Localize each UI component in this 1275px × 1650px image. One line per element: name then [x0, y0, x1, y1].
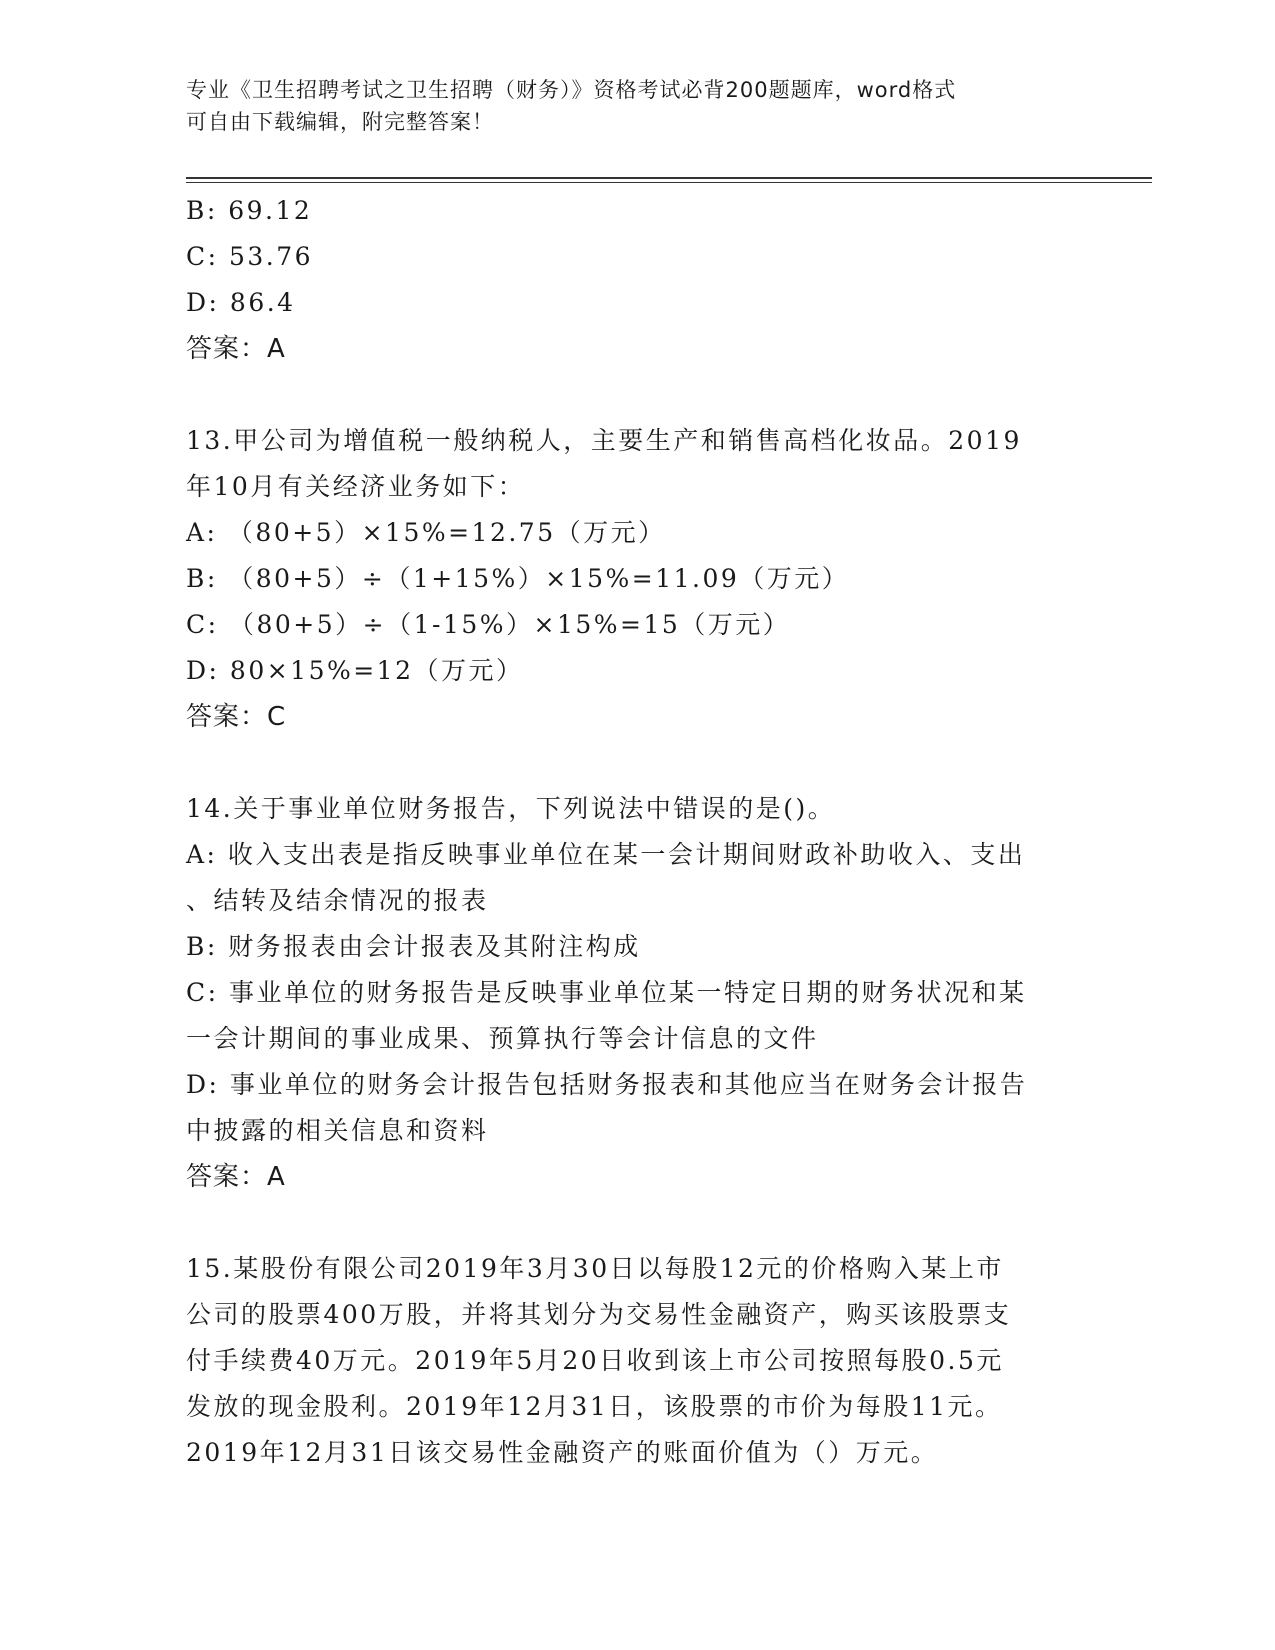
- document-header: [186, 74, 1066, 138]
- question-14-option-c-line-2: 一会计期间的事业成果、预算执行等会计信息的文件: [186, 1024, 819, 1053]
- question-14-option-a-line-2: 、结转及结余情况的报表: [186, 886, 489, 915]
- header-divider-thin: [186, 182, 1152, 183]
- header-line-1: 专业《卫生招聘考试之卫生招聘（财务）》资格考试必背200题题库，word格式: [186, 78, 957, 102]
- option-c: C: 53.76: [186, 242, 314, 271]
- question-15-stem-line-4: 发放的现金股利。2019年12月31日，该股票的市价为每股11元。: [186, 1392, 1003, 1421]
- answer-label: 答案：A: [186, 334, 286, 364]
- question-content: [186, 188, 1086, 1476]
- question-15-stem-line-2: 公司的股票400万股，并将其划分为交易性金融资产，购买该股票支: [186, 1300, 1012, 1329]
- question-13-stem-line-2: 年10月有关经济业务如下：: [186, 472, 526, 501]
- question-14-option-d-line-2: 中披露的相关信息和资料: [186, 1116, 489, 1145]
- question-14-option-a-line-1: A: 收入支出表是指反映事业单位在某一会计期间财政补助收入、支出: [186, 840, 1026, 869]
- question-14-option-d-line-1: D: 事业单位的财务会计报告包括财务报表和其他应当在财务会计报告: [186, 1070, 1028, 1099]
- question-14-option-c-line-1: C: 事业单位的财务报告是反映事业单位某一特定日期的财务状况和某: [186, 978, 1027, 1007]
- question-15-stem-line-1: 15.某股份有限公司2019年3月30日以每股12元的价格购入某上市: [186, 1254, 1004, 1283]
- question-15-stem-line-5: 2019年12月31日该交易性金融资产的账面价值为（）万元。: [186, 1438, 939, 1467]
- question-15-stem-line-3: 付手续费40万元。2019年5月20日收到该上市公司按照每股0.5元: [186, 1346, 1004, 1375]
- question-14-option-b: B: 财务报表由会计报表及其附注构成: [186, 932, 641, 961]
- header-line-2: 可自由下载编辑，附完整答案！: [186, 110, 494, 134]
- question-13-option-c: C: （80+5）÷（1-15%）×15%=15（万元）: [186, 610, 791, 639]
- question-13-option-b: B: （80+5）÷（1+15%）×15%=11.09（万元）: [186, 564, 850, 593]
- spacer: [186, 372, 1086, 418]
- header-divider-thick: [186, 177, 1152, 179]
- question-14-answer: 答案：A: [186, 1162, 286, 1192]
- question-13-answer: 答案：C: [186, 702, 287, 732]
- option-b: B: 69.12: [186, 196, 313, 225]
- spacer: [186, 1200, 1086, 1246]
- question-13-stem-line-1: 13.甲公司为增值税一般纳税人，主要生产和销售高档化妆品。2019: [186, 426, 1022, 455]
- spacer: [186, 740, 1086, 786]
- question-14-stem: 14.关于事业单位财务报告，下列说法中错误的是()。: [186, 794, 836, 823]
- question-13-option-d: D: 80×15%=12（万元）: [186, 656, 524, 685]
- question-13-option-a: A: （80+5）×15%=12.75（万元）: [186, 518, 666, 547]
- option-d: D: 86.4: [186, 288, 296, 317]
